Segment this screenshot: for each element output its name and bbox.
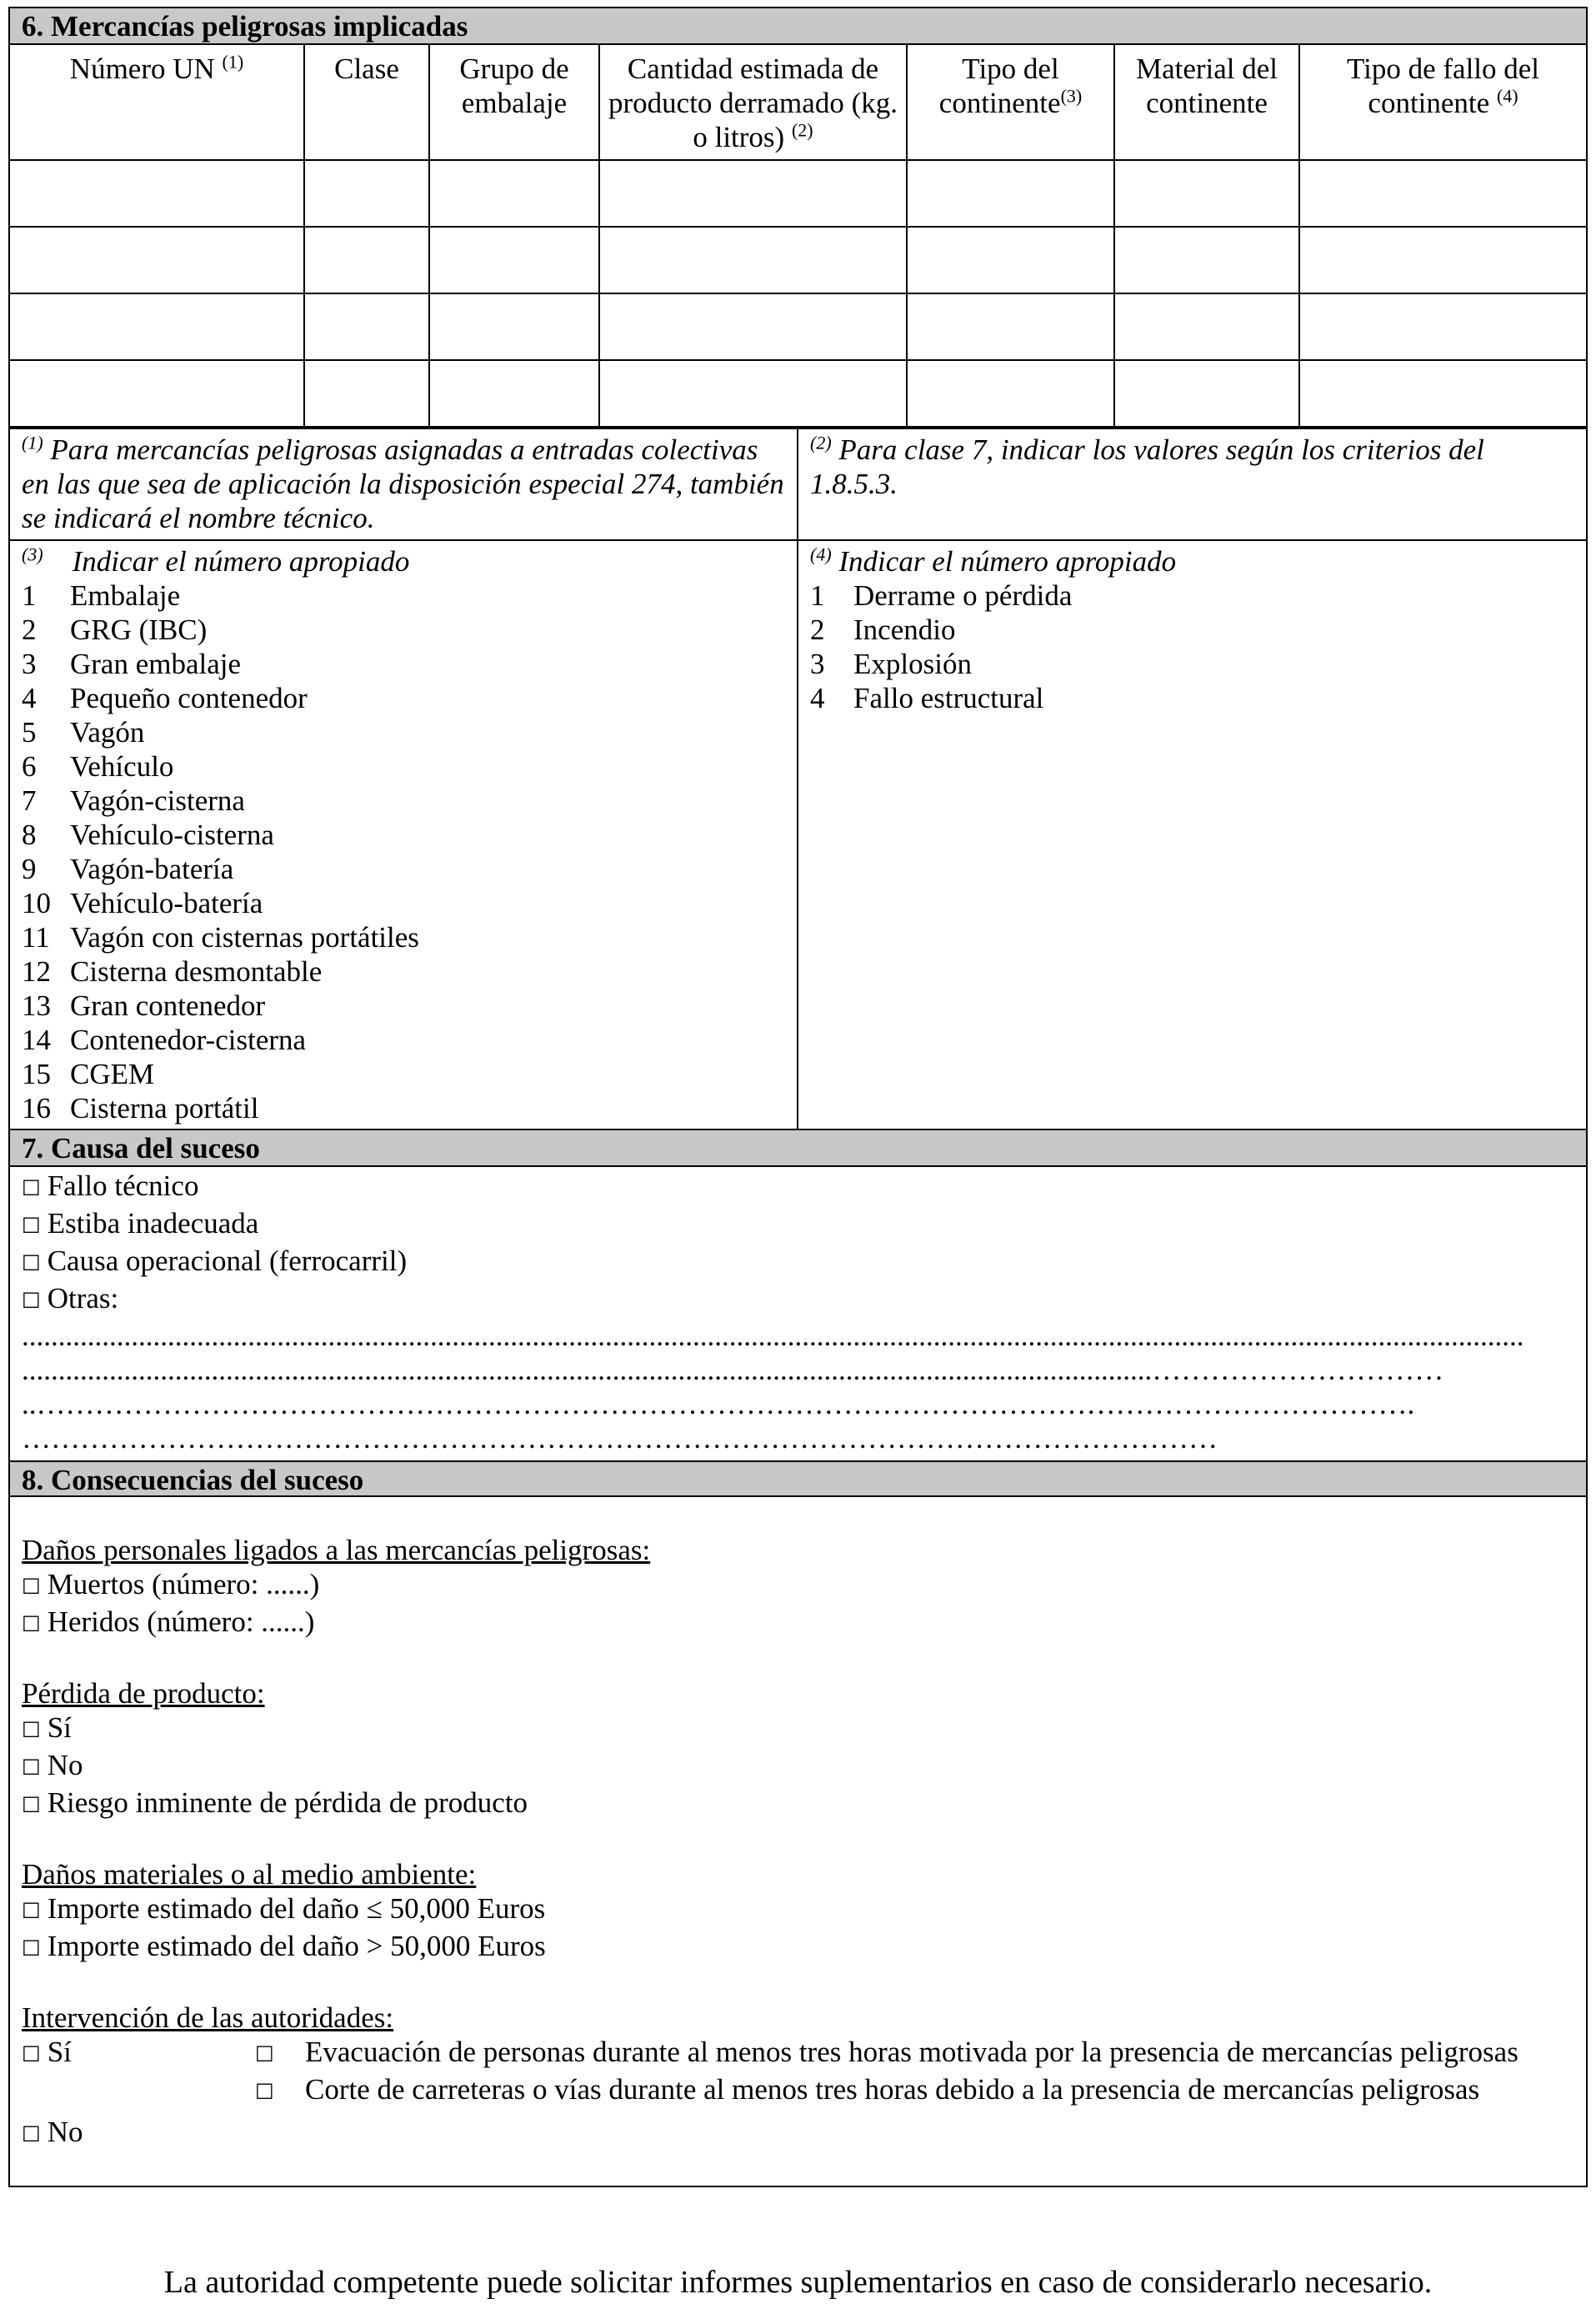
checkbox-icon[interactable]: □ — [22, 2121, 41, 2144]
product-loss-heading: Pérdida de producto: — [22, 1677, 265, 1710]
table-row — [10, 227, 1586, 293]
loss-option[interactable]: □ Sí — [22, 1711, 72, 1744]
list-item-label: GRG (IBC) — [70, 614, 208, 646]
col-container-type: Tipo del continente$^{(3)}$ — [907, 45, 1114, 160]
list-item — [22, 920, 785, 954]
list-item-number: 8 — [22, 819, 37, 851]
list-item — [22, 749, 785, 784]
list-item — [22, 1023, 785, 1057]
footer-note: La autoridad competente puede solicitar informes suplementarios en caso de considerarlo necesario. — [163, 2265, 1433, 2300]
list-item-number: 1 — [810, 579, 825, 612]
table-cell[interactable] — [1114, 293, 1299, 360]
cause-option[interactable]: □ Fallo técnico — [22, 1170, 199, 1202]
list-item — [22, 989, 785, 1023]
col-class: Clase — [304, 45, 429, 160]
table-row — [10, 293, 1586, 360]
authorities-yes-option[interactable]: □ Sí — [22, 2036, 72, 2068]
table-cell[interactable] — [1299, 160, 1586, 227]
table-cell[interactable] — [907, 293, 1114, 360]
list-item-number: 9 — [22, 853, 37, 885]
list-item — [22, 715, 785, 749]
table-cell[interactable] — [10, 293, 304, 360]
col-container-material: Material del continente — [1114, 45, 1299, 160]
other-cause-line[interactable]: ...........................................................................................................................................................………………………… — [22, 1354, 1444, 1386]
note-4 — [798, 541, 1586, 1129]
authorities-heading: Intervención de las autoridades: — [22, 2001, 394, 2034]
list-item-label: Gran contenedor — [70, 989, 266, 1022]
note-4-title: $^{(4)}$ Indicar el número apropiado — [810, 543, 1177, 578]
report-form — [8, 7, 1588, 2187]
col-failure-type: Tipo de fallo del continente $^{(4)}$ — [1299, 45, 1586, 160]
list-item-number: 7 — [22, 784, 37, 817]
col-un-number: Número UN $^{(1)}$ — [10, 45, 304, 160]
list-item — [22, 954, 785, 989]
consequences-block — [10, 1497, 1586, 2186]
checkbox-icon[interactable]: □ — [22, 1610, 41, 1634]
evacuation-option[interactable]: Evacuación de personas durante al menos tres horas motivada por la presencia de mercancías peligrosas — [305, 2036, 1518, 2068]
list-item-number: 4 — [810, 682, 825, 714]
list-item — [22, 852, 785, 886]
list-item — [22, 578, 785, 613]
list-item — [22, 681, 785, 715]
table-cell[interactable] — [429, 227, 599, 293]
table-cell[interactable] — [10, 227, 304, 293]
list-item-number: 11 — [22, 921, 50, 954]
checkbox-icon[interactable]: □ — [22, 1935, 41, 1958]
table-cell[interactable] — [1299, 227, 1586, 293]
list-item-number: 15 — [22, 1058, 51, 1090]
table-cell[interactable] — [429, 293, 599, 360]
loss-option[interactable]: □ Riesgo inminente de pérdida de producto — [22, 1786, 528, 1819]
table-header-row — [10, 45, 1586, 160]
note-3 — [10, 541, 798, 1129]
checkbox-icon[interactable]: □ — [22, 1573, 41, 1596]
authorities-road-row — [22, 2072, 1574, 2110]
list-item — [810, 578, 1574, 613]
failure-type-list — [810, 578, 1574, 715]
list-item-number: 6 — [22, 750, 37, 783]
list-item-label: CGEM — [70, 1058, 155, 1090]
list-item — [22, 613, 785, 647]
note-1: $^{(1)}$ Para mercancías peligrosas asignadas a entradas colectivas en las que sea de aplicación la disposición especial 274, también se indicará el nombre técnico. — [10, 429, 798, 539]
list-item-number: 3 — [810, 648, 825, 680]
damage-option[interactable]: □ Importe estimado del daño ≤ 50,000 Euros — [22, 1892, 546, 1925]
table-cell[interactable] — [304, 360, 429, 427]
list-item-label: Vehículo-batería — [70, 887, 263, 919]
table-cell[interactable] — [1114, 227, 1299, 293]
cause-option[interactable]: □ Otras: — [22, 1282, 119, 1315]
table-cell[interactable] — [10, 160, 304, 227]
table-cell[interactable] — [599, 160, 907, 227]
list-item-number: 3 — [22, 648, 37, 680]
list-item — [810, 647, 1574, 681]
loss-option[interactable]: □ No — [22, 1749, 83, 1781]
list-item — [22, 886, 785, 920]
table-cell[interactable] — [429, 160, 599, 227]
list-item-number: 5 — [22, 716, 37, 749]
checkbox-icon[interactable]: □ — [22, 1791, 41, 1815]
authorities-yes-row — [22, 2035, 1574, 2072]
personal-damage-heading: Daños personales ligados a las mercancías peligrosas: — [22, 1534, 651, 1566]
list-item-label: Derrame o pérdida — [853, 579, 1073, 612]
checkbox-icon[interactable]: □ — [22, 1716, 41, 1740]
list-item-label: Fallo estructural — [853, 682, 1044, 714]
list-item-label: Embalaje — [70, 579, 181, 612]
list-item-label: Explosión — [853, 648, 972, 680]
cause-option[interactable]: □ Estiba inadecuada — [22, 1207, 259, 1240]
section-7-title: 7. Causa del suceso — [10, 1130, 1586, 1167]
notes-row-2 — [10, 541, 1586, 1130]
list-item — [22, 818, 785, 852]
table-cell[interactable] — [304, 227, 429, 293]
table-cell[interactable] — [599, 293, 907, 360]
table-cell[interactable] — [1114, 360, 1299, 427]
list-item-number: 12 — [22, 955, 51, 988]
checkbox-icon[interactable]: □ — [255, 2078, 274, 2101]
table-cell[interactable] — [10, 360, 304, 427]
table-row — [10, 160, 1586, 227]
section-8-title: 8. Consecuencias del suceso — [10, 1460, 1586, 1497]
table-cell[interactable] — [1299, 360, 1586, 427]
list-item-label: Contenedor-cisterna — [70, 1024, 307, 1056]
authorities-no-option[interactable]: □ No — [22, 2116, 83, 2148]
table-cell[interactable] — [599, 227, 907, 293]
table-cell[interactable] — [1114, 160, 1299, 227]
table-cell[interactable] — [304, 160, 429, 227]
other-cause-line[interactable]: ..……………………………………………………………………………………………………………………………. — [22, 1388, 1415, 1420]
list-item — [810, 613, 1574, 647]
list-item-label: Vagón — [70, 716, 145, 749]
list-item-label: Incendio — [853, 614, 956, 646]
list-item-label: Vehículo — [70, 750, 174, 783]
list-item-label: Gran embalaje — [70, 648, 242, 680]
table-cell[interactable] — [907, 160, 1114, 227]
list-item — [22, 1057, 785, 1091]
checkbox-icon[interactable]: □ — [255, 2041, 274, 2064]
table-cell[interactable] — [907, 360, 1114, 427]
cause-block — [10, 1167, 1586, 1460]
section-6-title: 6. Mercancías peligrosas implicadas — [10, 8, 1586, 45]
list-item — [22, 647, 785, 681]
checkbox-icon[interactable]: □ — [22, 1287, 41, 1310]
checkbox-icon[interactable]: □ — [22, 1250, 41, 1273]
list-item-number: 10 — [22, 887, 51, 919]
container-type-list — [22, 578, 785, 1125]
list-item — [22, 1091, 785, 1125]
list-item-label: Vagón-cisterna — [70, 784, 245, 817]
list-item-number: 4 — [22, 682, 37, 714]
other-cause-line[interactable]: …………………………………………………………………………………………………………… — [22, 1422, 1218, 1455]
notes-row-1 — [10, 428, 1586, 541]
table-cell[interactable] — [1299, 293, 1586, 360]
damage-option[interactable]: □ Importe estimado del daño > 50,000 Euros — [22, 1930, 546, 1962]
material-damage-heading: Daños materiales o al medio ambiente: — [22, 1858, 477, 1891]
list-item — [810, 681, 1574, 715]
personal-option[interactable]: □ Heridos (número: ......) — [22, 1605, 315, 1638]
checkbox-icon[interactable]: □ — [22, 1754, 41, 1777]
list-item-label: Cisterna portátil — [70, 1092, 259, 1124]
table-cell[interactable] — [599, 360, 907, 427]
list-item-number: 16 — [22, 1092, 51, 1124]
list-item-number: 2 — [22, 614, 37, 646]
table-row — [10, 360, 1586, 427]
col-quantity: Cantidad estimada de producto derramado (kg. o litros) $^{(2)}$ — [599, 45, 907, 160]
checkbox-icon[interactable]: □ — [22, 1212, 41, 1235]
checkbox-icon[interactable]: □ — [22, 1175, 41, 1198]
dangerous-goods-table — [10, 45, 1586, 428]
cause-option[interactable]: □ Causa operacional (ferrocarril) — [22, 1245, 408, 1277]
list-item-number: 1 — [22, 579, 37, 612]
list-item-label: Vagón con cisternas portátiles — [70, 921, 419, 954]
col-packing-group: Grupo de embalaje — [429, 45, 599, 160]
checkbox-icon[interactable]: □ — [22, 1897, 41, 1921]
personal-option[interactable]: □ Muertos (número: ......) — [22, 1568, 320, 1600]
other-cause-line[interactable]: .............................................................................................................................................................................................................. — [22, 1320, 1524, 1352]
list-item-number: 13 — [22, 989, 51, 1022]
list-item — [22, 784, 785, 818]
list-item-number: 2 — [810, 614, 825, 646]
list-item-label: Cisterna desmontable — [70, 955, 323, 988]
road-closure-option[interactable]: Corte de carreteras o vías durante al menos tres horas debido a la presencia de mercancías peligrosas — [305, 2073, 1480, 2106]
list-item-label: Vehículo-cisterna — [70, 819, 274, 851]
list-item-label: Vagón-batería — [70, 853, 234, 885]
list-item-number: 14 — [22, 1024, 51, 1056]
table-cell[interactable] — [304, 293, 429, 360]
note-3-title: $^{(3)}$ Indicar el número apropiado — [22, 543, 410, 578]
table-cell[interactable] — [429, 360, 599, 427]
note-2: $^{(2)}$ Para clase 7, indicar los valores según los criterios del 1.8.5.3. — [810, 432, 1484, 500]
table-cell[interactable] — [907, 227, 1114, 293]
list-item-label: Pequeño contenedor — [70, 682, 308, 714]
checkbox-icon[interactable]: □ — [22, 2041, 41, 2064]
